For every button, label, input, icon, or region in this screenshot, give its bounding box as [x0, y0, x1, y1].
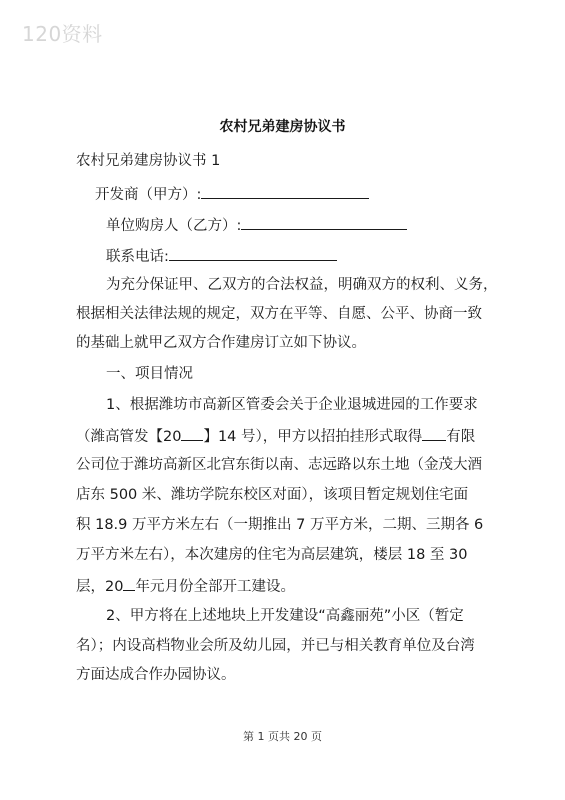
buyer-label: 单位购房人（乙方）: [106, 218, 242, 234]
phone-blank [169, 245, 337, 261]
intro-line-2: 根据相关法律法规的规定，双方在平等、自愿、公平、协商一致 [76, 306, 482, 322]
item1-line-4: 店东 500 米、潍坊学院东校区对面），该项目暂定规划住宅面 [76, 487, 469, 503]
item1-line-7 [76, 575, 295, 597]
item1-line-5: 积 18.9 万平方米左右（一期推出 7 万平方米，二期、三期各 6 [76, 517, 484, 533]
section-heading: 一、项目情况 [106, 366, 193, 382]
item2-line-1: 2、甲方将在上述地块上开发建设“高鑫丽苑”小区（暂定 [106, 608, 464, 624]
item1-line-2-part-c: 有限 [446, 429, 476, 445]
developer-blank [201, 183, 369, 199]
page-number: 第 1 页共 20 页 [243, 730, 322, 743]
year-blank [123, 575, 135, 591]
developer-label: 开发商（甲方）: [95, 187, 202, 203]
document-subtitle: 农村兄弟建房协议书 1 [76, 153, 221, 169]
item2-line-3: 方面达成合作办园协议。 [76, 667, 236, 683]
item1-line-7-part-b: 年元月份全部开工建设。 [135, 579, 295, 595]
document-title: 农村兄弟建房协议书 [219, 119, 346, 135]
phone-label: 联系电话: [106, 249, 169, 265]
item2-line-2: 名）；内设高档物业会所及幼儿园，并已与相关教育单位及台湾 [76, 638, 475, 654]
intro-line-3: 的基础上就甲乙双方合作建房订立如下协议。 [76, 335, 366, 351]
item1-line-3: 公司位于潍坊高新区北宫东街以南、志远路以东土地（金茂大酒 [76, 457, 482, 473]
phone-field [106, 245, 337, 267]
item1-line-7-part-a: 层，20 [76, 579, 124, 595]
item1-line-2-part-a: （潍高管发【20 [76, 429, 182, 445]
item1-line-2-part-b: 】14 号），甲方以招拍挂形式取得 [203, 429, 423, 445]
watermark: 120资料 [22, 22, 103, 46]
doc-number-blank [181, 425, 203, 441]
buyer-field [106, 214, 407, 236]
company-blank [422, 425, 446, 441]
item1-line-2 [76, 425, 475, 447]
item1-line-1: 1、根据潍坊市高新区管委会关于企业退城进园的工作要求 [106, 397, 478, 413]
developer-field [95, 183, 369, 205]
intro-line-1: 为充分保证甲、乙双方的合法权益，明确双方的权利、义务， [106, 277, 498, 293]
item1-line-6: 万平方米左右），本次建房的住宅为高层建筑，楼层 18 至 30 [76, 547, 468, 563]
buyer-blank [241, 214, 407, 230]
